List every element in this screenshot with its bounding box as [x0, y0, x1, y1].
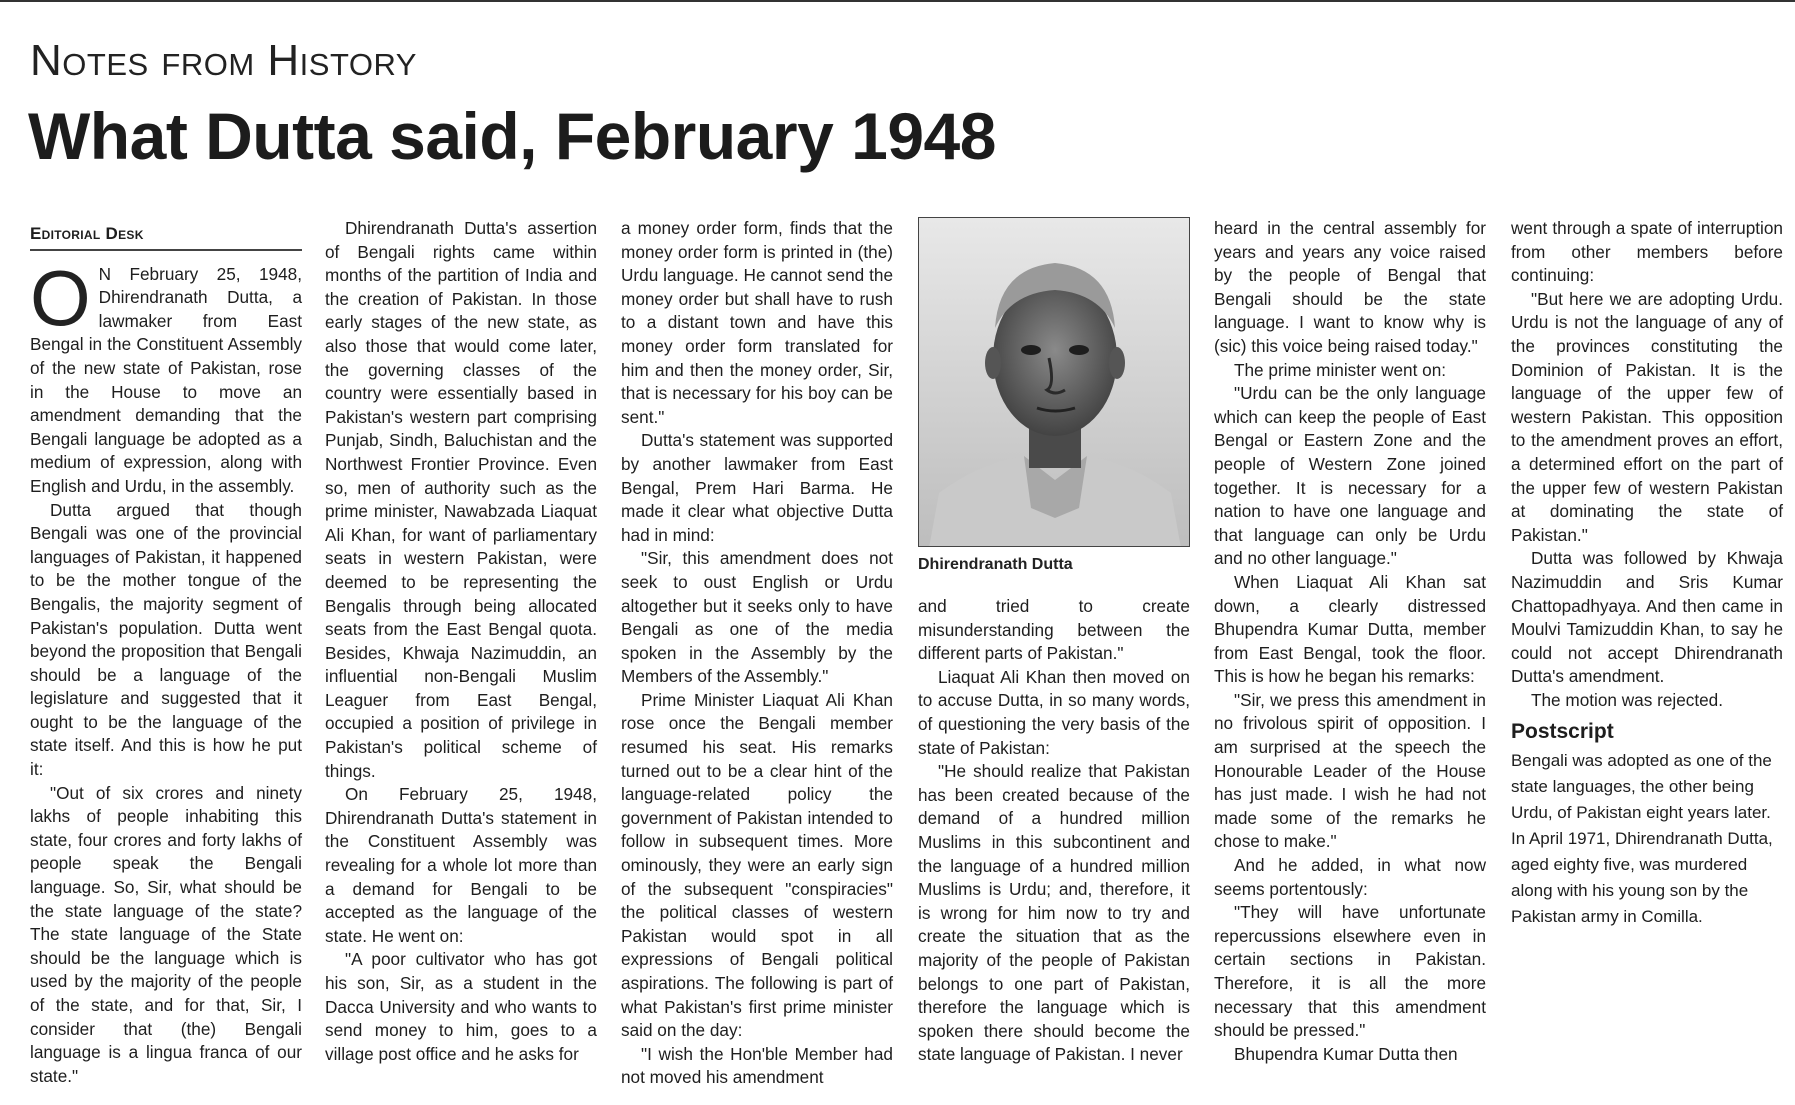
paragraph: And he added, in what now seems portentously: — [1214, 855, 1486, 899]
quote-paragraph: "Sir, we press this amendment in no frivolous spirit of opposition. I am surprised at the speech the Honourable Leader of the House has just made. I wish he had not made some of the remarks he chose to make." — [1214, 689, 1486, 852]
paragraph: heard in the central assembly for years and years any voice raised by the people of Bengal that Bengali should be the state language. I want to know why is (sic) this voice being raised today." — [1214, 218, 1486, 356]
article-column-6 — [1511, 217, 1783, 930]
paragraph: Prime Minister Liaquat Ali Khan rose once the Bengali member resumed his seat. His remarks turned out to be a clear hint of the language-related policy the government of Pakistan intended to follow in subsequent times. More ominously, they were an early sign of the subsequent "conspiracies" the political classes of western Pakistan would spot in all expressions of Bengali political aspirations. The following is part of what Pakistan's first prime minister said on the day: — [621, 689, 893, 1041]
paragraph: Liaquat Ali Khan then moved on to accuse Dutta, in so many words, of questioning the very basis of the state of Pakistan: — [918, 666, 1190, 758]
paragraph: Dhirendranath Dutta's assertion of Bengali rights came within months of the partition of India and the creation of Pakistan. In those early stages of the new state, as also those that would come later, the governing classes of the country were essentially based in Pakistan's western part comprising Punjab, Sindh, Baluchistan and the Northwest Frontier Province. Even so, men of authority such as the prime minister, Nawabzada Liaquat Ali Khan, for want of parliamentary seats in western Pakistan, were deemed to be representing the Bengalis through being allocated seats from the East Bengal quota. Besides, Khwaja Nazimuddin, an influential non-Bengali Muslim Leaguer from East Bengal, occupied a position of privilege in Pakistan's political scheme of things. — [325, 218, 597, 781]
top-rule — [0, 0, 1795, 2]
paragraph: a money order form, finds that the money order form is printed in (the) Urdu language. He cannot send the money order but shall have to rush to a distant town and have this money order form translated for him and then the money order, Sir, that is necessary for his boy can be sent." — [621, 218, 893, 427]
postscript-body: Bengali was adopted as one of the state languages, the other being Urdu, of Pakistan eight years later. In April 1971, Dhirendranath Dutta, aged eighty five, was murdered along with his young son by the Pakistan army in Comilla. — [1511, 751, 1773, 927]
quote-paragraph: "But here we are adopting Urdu. Urdu is not the language of any of the provinces constituting the Dominion of Pakistan. It is the language of the upper few of western Pakistan. This opposition to the amendment proves an effort, a determined effort on the part of the upper few of western Pakistan at dominating the state of Pakistan." — [1511, 288, 1783, 545]
drop-cap: O — [30, 253, 91, 342]
quote-paragraph: "He should realize that Pakistan has been created because of the demand of a hundred million Muslims in this subcontinent and the language of a hundred million Muslims is Urdu; and, therefore, it is wrong for him now to try and create the situation that as the majority of the people of Pakistan belongs to one part of Pakistan, therefore the language which is spoken there should become the state language of Pakistan. I never — [918, 761, 1190, 1065]
article-column-1 — [30, 222, 302, 1088]
quote-paragraph: "A poor cultivator who has got his son, Sir, as a student in the Dacca University and who wants to send money to him, goes to a village post office and he asks for — [325, 949, 597, 1064]
portrait-photo — [918, 217, 1190, 547]
paragraph: Dutta's statement was supported by another lawmaker from East Bengal, Prem Hari Barma. He made it clear what objective Dutta had in mind: — [621, 430, 893, 545]
paragraph: On February 25, 1948, Dhirendranath Dutta's statement in the Constituent Assembly was revealing for a whole lot more than a demand for Bengali to be accepted as the language of the state. He went on: — [325, 784, 597, 946]
quote-paragraph: "I wish the Hon'ble Member had not moved his amendment — [621, 1043, 893, 1088]
portrait-icon — [919, 218, 1190, 547]
quote-paragraph: "They will have unfortunate repercussions elsewhere even in certain sections in Pakistan. Therefore, it is all the more necessary that this amendment should be pressed." — [1214, 902, 1486, 1041]
paragraph: went through a spate of interruption from other members before continuing: — [1511, 218, 1783, 286]
quote-paragraph: "Out of six crores and ninety lakhs of people inhabiting this state, four crores and forty lakhs of people speak the Bengali language. So, Sir, what should be the state language of the state? The state language of the State should be the language which is used by the majority of the people of the state, and for that, Sir, I consider that (the) Bengali language is a lingua franca of our state." — [30, 782, 302, 1086]
postscript-heading: Postscript — [1511, 720, 1614, 744]
paragraph: The prime minister went on: — [1234, 359, 1447, 380]
lead-paragraph: O N February 25, 1948, Dhirendranath Dutta, a lawmaker from East Bengal in the Constituent Assembly of the new state of Pakistan, rose in the House to move an amendment demanding that the Bengali language be adopted as a medium of expression, along with English and Urdu, in the assembly. — [30, 253, 302, 496]
byline: Editorial Desk — [30, 222, 302, 251]
paragraph: Dutta was followed by Khwaja Nazimuddin and Sris Kumar Chattopadhyaya. And then came in Moulvi Tamizuddin Khan, to say he could not accept Dhirendranath Dutta's amendment. — [1511, 548, 1783, 687]
paragraph: Dutta argued that though Bengali was one of the provincial languages of Pakistan, it happened to be the mother tongue of the Bengalis, the majority segment of Pakistan's population. Dutta went beyond the proposition that Bengali should be a language of the legislature and suggested that it ought to be the language of the state itself. And this is how he put it: — [30, 499, 302, 780]
article-column-5 — [1214, 217, 1486, 1066]
article-column-4 — [918, 595, 1190, 1067]
article-column-3 — [621, 217, 893, 1090]
section-kicker: Notes from History — [30, 36, 417, 85]
paragraph: and tried to create misunderstanding between the different parts of Pakistan." — [918, 596, 1190, 664]
headline: What Dutta said, February 1948 — [28, 99, 996, 173]
paragraph: Bhupendra Kumar Dutta then — [1234, 1043, 1458, 1064]
photo-caption: Dhirendranath Dutta — [918, 556, 1073, 573]
paragraph: The motion was rejected. — [1531, 689, 1724, 710]
paragraph: When Liaquat Ali Khan sat down, a clearly distressed Bhupendra Kumar Dutta, member from East Bengal, took the floor. This is how he began his remarks: — [1214, 571, 1486, 687]
quote-paragraph: "Sir, this amendment does not seek to oust English or Urdu altogether but it seeks only to have Bengali as one of the media spoken in the Assembly by the Members of the Assembly." — [621, 548, 893, 687]
article-column-2 — [325, 217, 597, 1066]
quote-paragraph: "Urdu can be the only language which can keep the people of East Bengal or Eastern Zone and the people of Western Zone joined together. It is necessary for a nation to have one language and that language can only be Urdu and no other language." — [1214, 383, 1486, 569]
